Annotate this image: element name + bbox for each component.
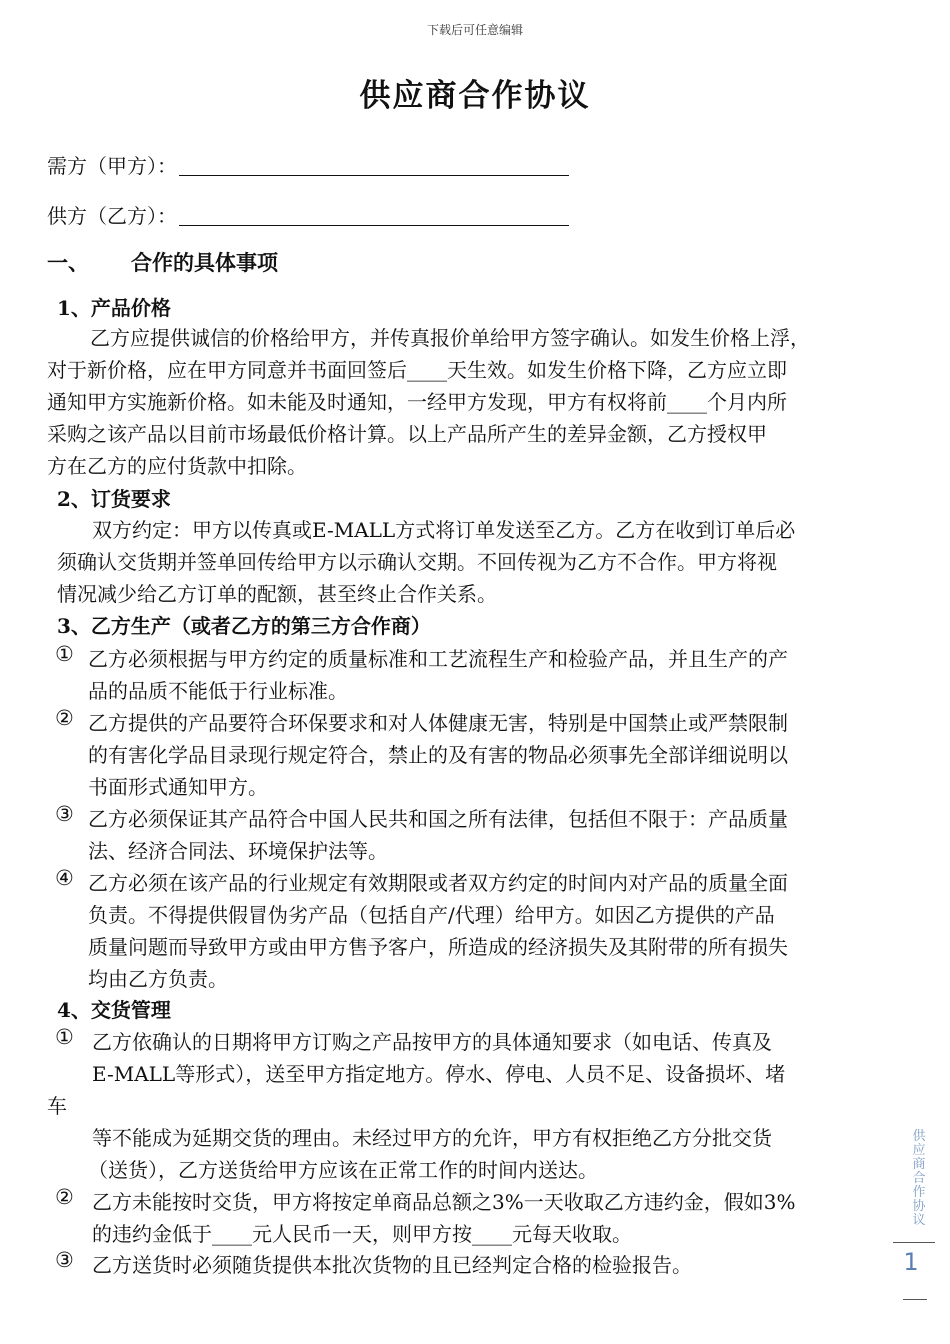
list-item-line: 负责。不得提供假冒伪劣产品（包括自产/代理）给甲方。如因乙方提供的产品: [88, 903, 775, 927]
party-b-field: [47, 200, 569, 229]
party-b-label: 供方（乙方）：: [47, 204, 177, 228]
list-item-line: 乙方依确认的日期将甲方订购之产品按甲方的具体通知要求（如电话、传真及: [92, 1030, 772, 1054]
list-item-line: 乙方必须在该产品的行业规定有效期限或者双方约定的时间内对产品的质量全面: [88, 871, 788, 895]
list-item-line: 乙方提供的产品要符合环保要求和对人体健康无害，特别是中国禁止或严禁限制: [88, 711, 788, 735]
list-item-line: 的违约金低于____元人民币一天，则甲方按____元每天收取。: [92, 1222, 632, 1246]
item-heading-production: 3、乙方生产（或者乙方的第三方合作商）: [57, 614, 431, 638]
party-a-field: [47, 150, 569, 179]
list-item-line: （送货），乙方送货给甲方应该在正常工作的时间内送达。: [88, 1158, 598, 1182]
list-marker: ①: [55, 1025, 74, 1049]
list-item-line: 法、经济合同法、环境保护法等。: [88, 839, 388, 863]
section-heading: [47, 247, 278, 277]
list-item-line: 的有害化学品目录现行规定符合，禁止的及有害的物品必须事先全部详细说明以: [88, 743, 788, 767]
list-marker: ①: [55, 642, 74, 666]
page-number-rule-top: [893, 1242, 935, 1243]
item-heading-order: 2、订货要求: [57, 487, 171, 511]
item-heading-price: 1、产品价格: [57, 296, 171, 320]
list-item-line: 质量问题而导致甲方或由甲方售予客户，所造成的经济损失及其附带的所有损失: [88, 935, 788, 959]
sidebar-vertical-title: 供应商合作协议: [912, 1129, 926, 1228]
section-number: 一、: [47, 250, 89, 275]
list-item-line: 书面形式通知甲方。: [88, 775, 268, 799]
list-item-line: E-MALL等形式），送至甲方指定地方。停水、停电、人员不足、设备损坏、堵: [92, 1062, 786, 1086]
list-item-line: 等不能成为延期交货的理由。未经过甲方的允许，甲方有权拒绝乙方分批交货: [92, 1126, 772, 1150]
list-marker: ②: [55, 1185, 74, 1209]
document-title: 供应商合作协议: [359, 78, 591, 114]
section-title: 合作的具体事项: [131, 250, 278, 275]
list-item-line: 乙方必须保证其产品符合中国人民共和国之所有法律，包括但不限于：产品质量: [88, 807, 788, 831]
paragraph-line: 情况减少给乙方订单的配额，甚至终止合作关系。: [57, 582, 497, 606]
page-number-rule-bottom: [903, 1299, 927, 1300]
list-item-line: 乙方必须根据与甲方约定的质量标准和工艺流程生产和检验产品，并且生产的产: [88, 647, 788, 671]
party-a-label: 需方（甲方）：: [47, 154, 177, 178]
party-b-blank-line[interactable]: [179, 224, 569, 226]
list-item-line: 品的品质不能低于行业标准。: [88, 679, 348, 703]
list-marker: ④: [55, 866, 74, 890]
page-number: 1: [903, 1248, 919, 1276]
paragraph-line: 方在乙方的应付货款中扣除。: [47, 454, 307, 478]
item-heading-delivery: 4、交货管理: [57, 998, 171, 1022]
list-marker: ③: [55, 1248, 74, 1272]
header-note: 下载后可任意编辑: [426, 23, 523, 37]
list-item-line: 乙方送货时必须随货提供本批次货物的且已经判定合格的检验报告。: [92, 1253, 692, 1277]
paragraph-line: 采购之该产品以目前市场最低价格计算。以上产品所产生的差异金额，乙方授权甲: [47, 422, 767, 446]
paragraph-line: 通知甲方实施新价格。如未能及时通知，一经甲方发现，甲方有权将前____个月内所: [47, 390, 787, 414]
party-a-blank-line[interactable]: [179, 174, 569, 176]
list-item-line: 均由乙方负责。: [88, 967, 228, 991]
list-item-line: 车: [47, 1094, 67, 1118]
list-marker: ③: [55, 802, 74, 826]
paragraph-line: 双方约定：甲方以传真或E-MALL方式将订单发送至乙方。乙方在收到订单后必: [92, 518, 796, 542]
list-item-line: 乙方未能按时交货，甲方将按定单商品总额之3%一天收取乙方违约金，假如3%: [92, 1190, 796, 1214]
paragraph-line: 乙方应提供诚信的价格给甲方，并传真报价单给甲方签字确认。如发生价格上浮，: [90, 326, 810, 350]
list-marker: ②: [55, 706, 74, 730]
paragraph-line: 须确认交货期并签单回传给甲方以示确认交期。不回传视为乙方不合作。甲方将视: [57, 550, 777, 574]
paragraph-line: 对于新价格，应在甲方同意并书面回签后____天生效。如发生价格下降，乙方应立即: [47, 358, 787, 382]
